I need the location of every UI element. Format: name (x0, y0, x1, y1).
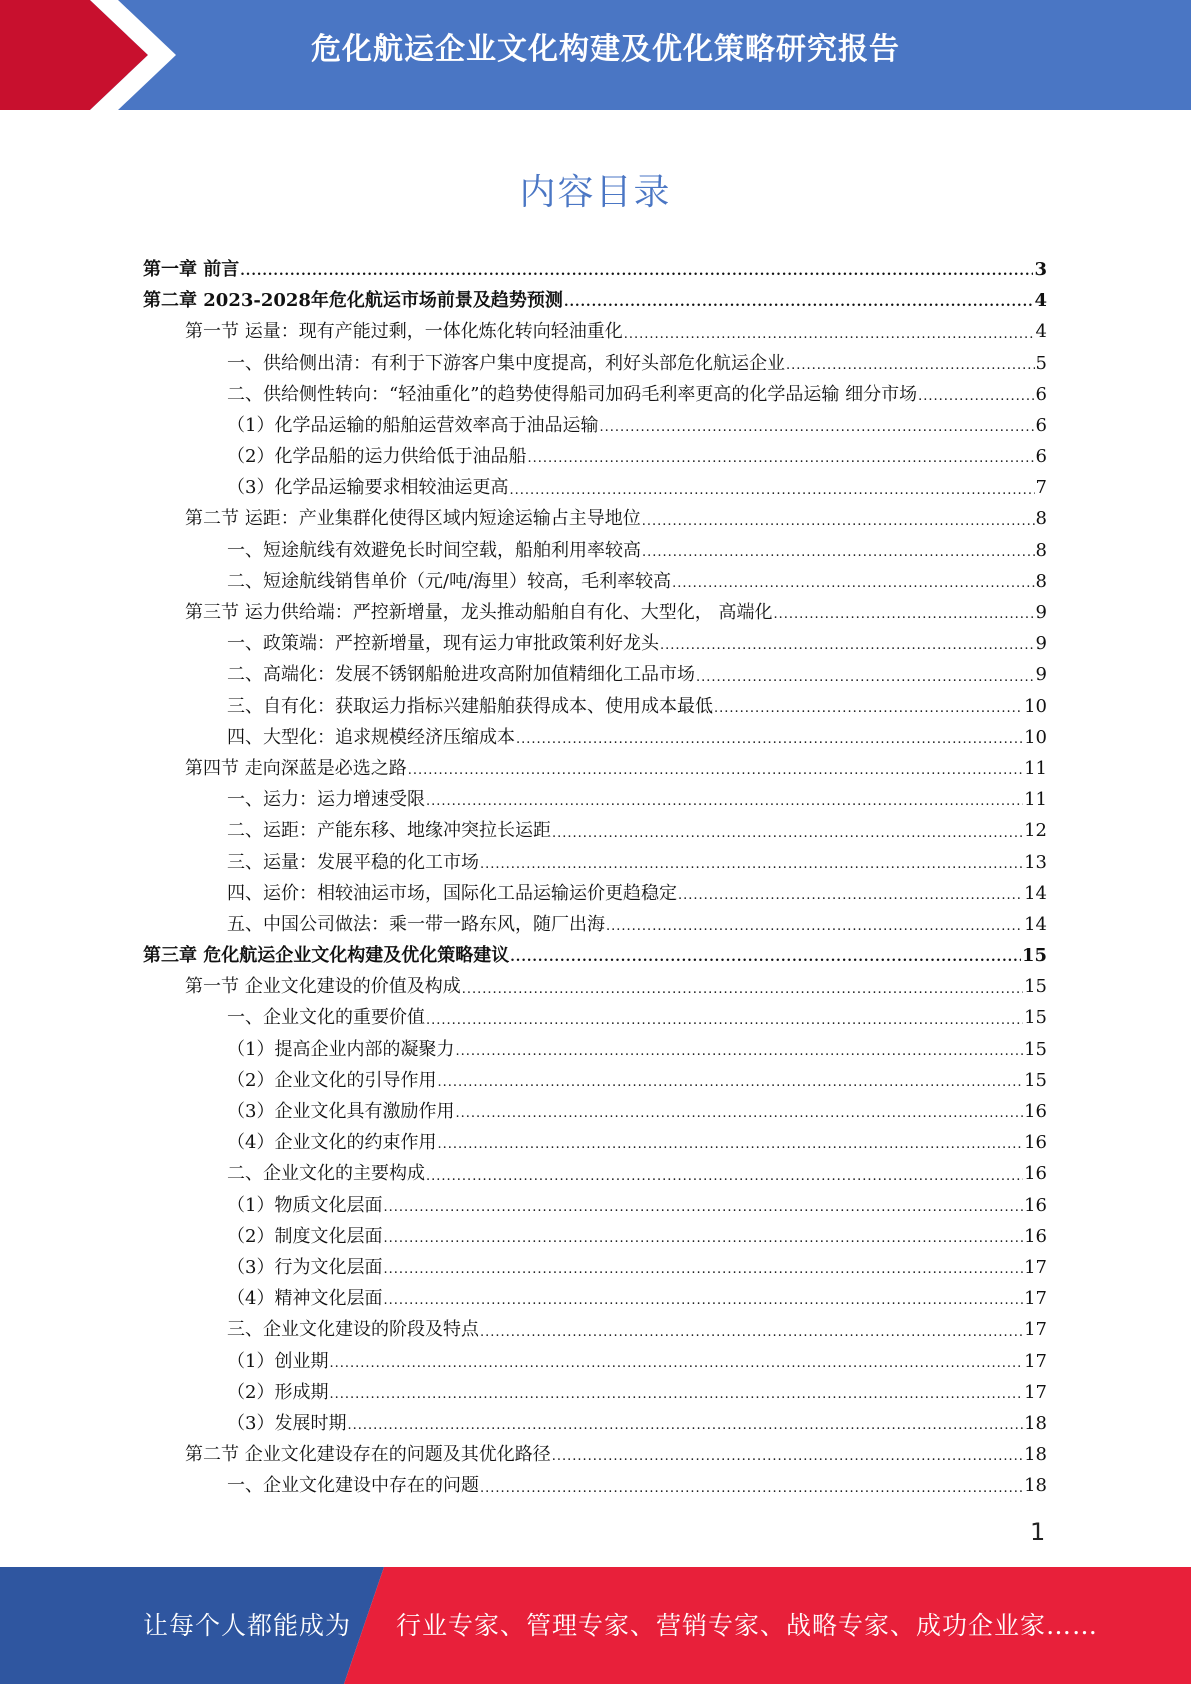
toc-leader-dots (599, 415, 1034, 441)
toc-leader-dots (696, 665, 1035, 691)
toc-entry-text: （2）化学品船的运力供给低于油品船 (227, 446, 527, 468)
toc-entry-text: 四、运价：相较油运市场，国际化工品运输运价更趋稳定 (227, 882, 677, 904)
toc-leader-dots (624, 322, 1035, 348)
toc-entry[interactable] (143, 753, 1047, 784)
toc-leader-dots (714, 696, 1023, 722)
toc-entry-page: 16 (1024, 1194, 1047, 1216)
toc-entry-text: 四、大型化：追求规模经济压缩成本 (227, 726, 515, 748)
toc-entry[interactable] (143, 1283, 1047, 1314)
toc-entry[interactable] (143, 878, 1047, 909)
toc-entry-page: 4 (1035, 321, 1047, 343)
toc-leader-dots (510, 945, 1021, 971)
toc-leader-dots (527, 446, 1034, 472)
toc-entry-page: 4 (1034, 290, 1047, 312)
toc-entry-page: 6 (1035, 383, 1047, 405)
toc-entry-text: （2）企业文化的引导作用 (227, 1069, 437, 1091)
toc-entry-page: 8 (1035, 539, 1047, 561)
toc-entry-text: 三、运量：发展平稳的化工市场 (227, 851, 479, 873)
toc-leader-dots (329, 1351, 1023, 1377)
toc-leader-dots (606, 914, 1023, 940)
toc-leader-dots (437, 1132, 1023, 1158)
toc-entry-text: 一、企业文化的重要价值 (227, 1007, 425, 1029)
toc-entry-page: 17 (1024, 1381, 1047, 1403)
toc-leader-dots (426, 1008, 1023, 1034)
toc-entry-page: 8 (1035, 570, 1047, 592)
toc-entry-page: 11 (1024, 757, 1047, 779)
toc-entry-page: 6 (1035, 414, 1047, 436)
toc-leader-dots (480, 1320, 1023, 1346)
toc-entry[interactable] (143, 1034, 1047, 1065)
toc-entry-text: 二、企业文化的主要构成 (227, 1163, 425, 1185)
toc-entry-page: 16 (1024, 1101, 1047, 1123)
toc-leader-dots (329, 1382, 1023, 1408)
toc-entry[interactable] (143, 909, 1047, 940)
toc-entry[interactable] (143, 504, 1047, 535)
toc-leader-dots (660, 633, 1035, 659)
toc-entry-page: 10 (1024, 726, 1047, 748)
toc-entry-text: 一、运力：运力增速受限 (227, 789, 425, 811)
page-number: 1 (1030, 1518, 1046, 1546)
table-of-contents (143, 254, 1047, 1502)
toc-leader-dots (408, 758, 1023, 784)
toc-entry-page: 10 (1024, 695, 1047, 717)
toc-entry[interactable] (143, 285, 1047, 316)
toc-leader-dots (480, 1476, 1023, 1502)
toc-entry[interactable] (143, 1314, 1047, 1345)
toc-entry-page: 17 (1024, 1288, 1047, 1310)
toc-entry[interactable] (143, 847, 1047, 878)
toc-entry-page: 14 (1024, 913, 1047, 935)
toc-entry[interactable] (143, 1221, 1047, 1252)
toc-entry-text: （3）化学品运输要求相较油运更高 (227, 477, 509, 499)
toc-leader-dots (426, 1164, 1023, 1190)
toc-entry-page: 9 (1035, 602, 1047, 624)
toc-leader-dots (509, 478, 1034, 504)
toc-entry[interactable] (143, 348, 1047, 379)
toc-leader-dots (480, 852, 1023, 878)
toc-entry-text: （4）精神文化层面 (227, 1288, 383, 1310)
toc-entry-page: 11 (1024, 789, 1047, 811)
toc-entry[interactable] (143, 535, 1047, 566)
toc-leader-dots (383, 1257, 1023, 1283)
toc-entry[interactable] (143, 316, 1047, 347)
toc-entry-page: 18 (1024, 1412, 1047, 1434)
toc-entry-text: 第三章 危化航运企业文化构建及优化策略建议 (143, 945, 510, 967)
toc-entry-text: 二、供给侧性转向：“轻油重化”的趋势使得船司加码毛利率更高的化学品运输 细分市场 (227, 383, 918, 405)
toc-entry-text: 第一章 前言 (143, 258, 240, 280)
toc-entry-page: 3 (1034, 258, 1047, 280)
toc-leader-dots (240, 259, 1033, 285)
toc-entry-page: 7 (1035, 477, 1047, 499)
footer-band (0, 1567, 1191, 1684)
toc-entry-page: 15 (1024, 976, 1047, 998)
toc-entry-text: （1）物质文化层面 (227, 1194, 383, 1216)
toc-entry-text: 三、企业文化建设的阶段及特点 (227, 1319, 479, 1341)
toc-leader-dots (552, 1444, 1023, 1470)
toc-entry[interactable] (143, 971, 1047, 1002)
toc-entry-page: 18 (1024, 1444, 1047, 1466)
toc-leader-dots (455, 1039, 1023, 1065)
toc-entry-page: 15 (1024, 1069, 1047, 1091)
toc-leader-dots (383, 1226, 1023, 1252)
toc-entry-page: 13 (1024, 851, 1047, 873)
toc-heading: 内容目录 (519, 172, 672, 213)
toc-entry-text: （1）创业期 (227, 1350, 329, 1372)
toc-entry-text: （1）化学品运输的船舶运营效率高于油品运输 (227, 414, 599, 436)
toc-entry-text: 二、短途航线销售单价（元/吨/海里）较高，毛利率较高 (227, 570, 672, 592)
toc-entry[interactable] (143, 940, 1047, 971)
toc-leader-dots (426, 789, 1023, 815)
toc-leader-dots (437, 1070, 1023, 1096)
toc-entry-page: 16 (1024, 1163, 1047, 1185)
toc-leader-dots (552, 821, 1023, 847)
toc-entry-text: 第一节 运量：现有产能过剩，一体化炼化转向轻油重化 (185, 321, 623, 343)
toc-entry[interactable] (143, 1158, 1047, 1189)
toc-entry-text: 三、自有化：获取运力指标兴建船舶获得成本、使用成本最低 (227, 695, 713, 717)
toc-entry-text: 一、供给侧出清：有利于下游客户集中度提高，利好头部危化航运企业 (227, 352, 785, 374)
toc-entry[interactable] (143, 1439, 1047, 1470)
toc-entry-page: 9 (1035, 664, 1047, 686)
toc-entry-page: 16 (1024, 1225, 1047, 1247)
toc-entry-page: 16 (1024, 1132, 1047, 1154)
report-title: 危化航运企业文化构建及优化策略研究报告 (311, 32, 900, 67)
toc-leader-dots (642, 540, 1035, 566)
toc-entry[interactable] (143, 628, 1047, 659)
toc-entry-page: 17 (1024, 1319, 1047, 1341)
toc-leader-dots (786, 353, 1035, 379)
toc-entry[interactable] (143, 597, 1047, 628)
toc-entry[interactable] (143, 1127, 1047, 1158)
toc-entry-page: 17 (1024, 1350, 1047, 1372)
toc-entry-text: 第二节 运距：产业集群化使得区域内短途运输占主导地位 (185, 508, 641, 530)
toc-entry-page: 5 (1035, 352, 1047, 374)
toc-entry-text: 第二节 企业文化建设存在的问题及其优化路径 (185, 1444, 551, 1466)
toc-entry-page: 8 (1035, 508, 1047, 530)
toc-entry-text: 第三节 运力供给端：严控新增量，龙头推动船舶自有化、大型化， 高端化 (185, 602, 773, 624)
toc-entry[interactable] (143, 659, 1047, 690)
toc-entry-text: （4）企业文化的约束作用 (227, 1132, 437, 1154)
toc-entry[interactable] (143, 722, 1047, 753)
toc-entry-page: 15 (1024, 1007, 1047, 1029)
toc-entry[interactable] (143, 1190, 1047, 1221)
toc-entry-text: （3）发展时期 (227, 1412, 347, 1434)
toc-entry-page: 9 (1035, 633, 1047, 655)
toc-leader-dots (383, 1195, 1023, 1221)
toc-leader-dots (455, 1101, 1023, 1127)
toc-entry[interactable] (143, 1065, 1047, 1096)
toc-leader-dots (516, 727, 1023, 753)
toc-entry-text: 二、运距：产能东移、地缘冲突拉长运距 (227, 820, 551, 842)
toc-leader-dots (773, 602, 1034, 628)
toc-entry[interactable] (143, 1377, 1047, 1408)
toc-entry[interactable] (143, 472, 1047, 503)
toc-entry[interactable] (143, 254, 1047, 285)
toc-leader-dots (564, 290, 1034, 316)
toc-entry-text: 一、企业文化建设中存在的问题 (227, 1475, 479, 1497)
toc-entry[interactable] (143, 441, 1047, 472)
footer-slogan-right: 行业专家、管理专家、营销专家、战略专家、成功企业家…… (396, 1611, 1099, 1640)
toc-entry[interactable] (143, 1408, 1047, 1439)
toc-entry[interactable] (143, 1096, 1047, 1127)
toc-entry-text: （1）提高企业内部的凝聚力 (227, 1038, 455, 1060)
toc-entry[interactable] (143, 566, 1047, 597)
toc-entry-text: （2）形成期 (227, 1381, 329, 1403)
header-band (0, 0, 1191, 110)
toc-leader-dots (642, 509, 1035, 535)
toc-entry-page: 18 (1024, 1475, 1047, 1497)
toc-leader-dots (347, 1413, 1023, 1439)
toc-leader-dots (678, 883, 1023, 909)
toc-entry[interactable] (143, 784, 1047, 815)
toc-entry-text: 第四节 走向深蓝是必选之路 (185, 757, 407, 779)
toc-entry[interactable] (143, 691, 1047, 722)
toc-leader-dots (918, 384, 1034, 410)
toc-entry-page: 15 (1024, 1038, 1047, 1060)
toc-entry-page: 17 (1024, 1256, 1047, 1278)
toc-entry-text: 五、中国公司做法：乘一带一路东风，随厂出海 (227, 913, 605, 935)
toc-entry-page: 12 (1024, 820, 1047, 842)
toc-leader-dots (462, 977, 1023, 1003)
toc-entry-page: 15 (1021, 945, 1047, 967)
toc-entry[interactable] (143, 1470, 1047, 1501)
footer-slogan-left: 让每个人都能成为 (143, 1611, 352, 1640)
toc-entry[interactable] (143, 815, 1047, 846)
toc-entry-text: 二、高端化：发展不锈钢船舱进攻高附加值精细化工品市场 (227, 664, 695, 686)
toc-entry-text: 第一节 企业文化建设的价值及构成 (185, 976, 461, 998)
toc-entry-text: 一、短途航线有效避免长时间空载，船舶利用率较高 (227, 539, 641, 561)
toc-entry-text: 第二章 2023-2028年危化航运市场前景及趋势预测 (143, 290, 563, 312)
toc-entry-text: （2）制度文化层面 (227, 1225, 383, 1247)
toc-entry-page: 6 (1035, 446, 1047, 468)
toc-entry[interactable] (143, 379, 1047, 410)
toc-entry[interactable] (143, 410, 1047, 441)
toc-entry[interactable] (143, 1252, 1047, 1283)
toc-entry-page: 14 (1024, 882, 1047, 904)
toc-entry[interactable] (143, 1003, 1047, 1034)
toc-entry[interactable] (143, 1346, 1047, 1377)
toc-entry-text: （3）行为文化层面 (227, 1256, 383, 1278)
toc-entry-text: （3）企业文化具有激励作用 (227, 1101, 455, 1123)
toc-leader-dots (672, 571, 1034, 597)
toc-entry-text: 一、政策端：严控新增量，现有运力审批政策利好龙头 (227, 633, 659, 655)
toc-leader-dots (383, 1288, 1023, 1314)
